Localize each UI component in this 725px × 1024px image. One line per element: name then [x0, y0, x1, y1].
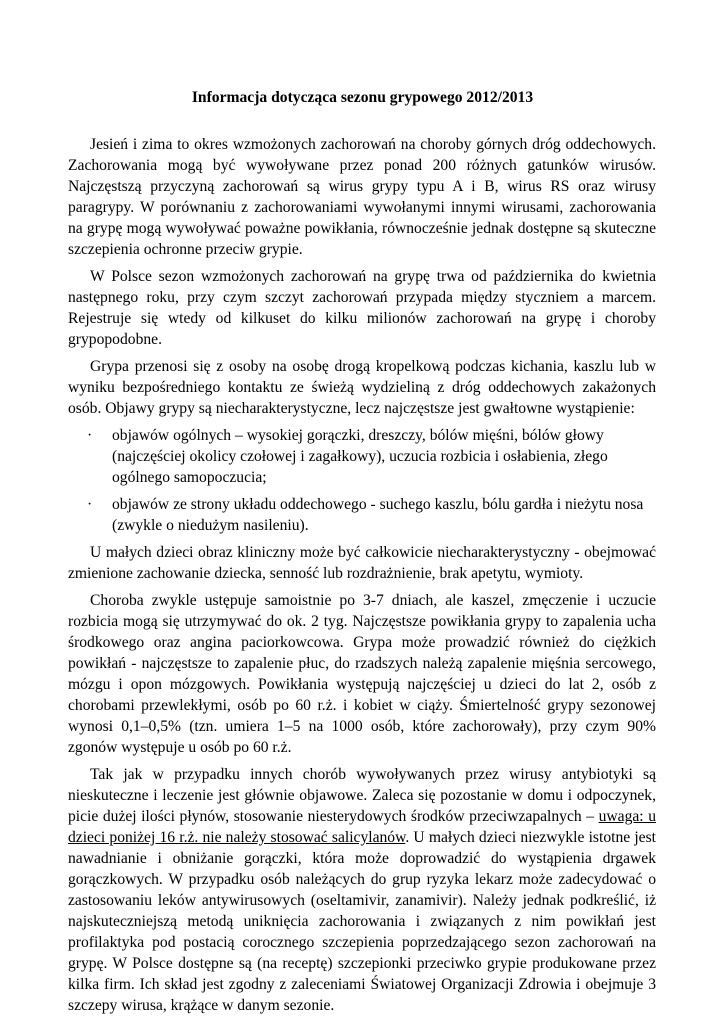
paragraph-intro: Jesień i zima to okres wzmożonych zachorowań na choroby górnych dróg oddechowych. Zachorowania mogą być wywoływane przez ponad 200 różnych gatunków wirusów. Najczęstszą przyczyną zachorowań są wirus grypy typu A i B, wirus RS oraz wirusy paragrypy. W porównaniu z zachorowaniami wywołanymi innymi wirusami, zachorowania na grypę mogą wywoływać poważne powikłania, równocześnie jednak dostępne są skuteczne szczepienia ochronne przeciw grypie.	[68, 136, 656, 258]
list-item	[68, 425, 656, 488]
treatment-text-end: . U małych dzieci niezwykle istotne jest nawadnianie i obniżanie gorączki, która może doprowadzić do wystąpienia drgawek gorączkowych. W przypadku osób należących do grup ryzyka lekarz może zadecydować o zastosowaniu leków antywirusowych (oseltamivir, zanamivir). Należy jednak podkreślić, iż najskuteczniejszą metodą uniknięcia zachorowania i związanych z nim powikłań jest profilaktyka pod postacią corocznego szczepienia poprzedzającego sezon zachorowań na grypę. W Polsce dostępne są (na receptę) szczepionki przeciwko grypie produkowane przez kilka firm. Ich skład jest zgodny z zaleceniami Światowej Organizacji Zdrowia i obejmuje 3 szczepy wirusa, krążące w danym sezonie.	[68, 829, 656, 1014]
bullet-marker: ·	[87, 427, 93, 444]
paragraph-children: U małych dzieci obraz kliniczny może być całkowicie niecharakterystyczny - obejmować zmienione zachowanie dziecka, senność lub rozdrażnienie, brak apetytu, wymioty.	[68, 544, 656, 582]
list-item-text: objawów ogólnych – wysokiej gorączki, dreszczy, bólów mięśni, bólów głowy (najczęściej okolicy czołowej i zagałkowy), uczucia rozbicia i osłabienia, złego ogólnego samopoczucia;	[112, 427, 608, 486]
paragraph-treatment	[68, 764, 656, 1016]
treatment-text-start: Tak jak w przypadku innych chorób wywoływanych przez wirusy antybiotyki są nieskuteczne i leczenie jest głównie objawowe. Zaleca się pozostanie w domu i odpoczynek, picie dużej ilości płynów, stosowanie niesterydowych środków przeciwzapalnych –	[68, 766, 656, 825]
paragraph-season: W Polsce sezon wzmożonych zachorowań na grypę trwa od października do kwietnia następnego roku, przy czym szczyt zachorowań przypada między styczniem a marcem. Rejestruje się wtedy od kilkuset do kilku milionów zachorowań na grypę i choroby grypopodobne.	[68, 268, 656, 348]
salicylate-warning: uwaga: u dzieci poniżej 16 r.ż. nie należy stosować salicylanów	[68, 808, 656, 846]
document-title: Informacja dotycząca sezonu grypowego 2012/2013	[191, 89, 534, 106]
bullet-marker: ·	[87, 496, 93, 513]
list-item-text: objawów ze strony układu oddechowego - suchego kaszlu, bólu gardła i nieżytu nosa (zwykle o niedużym nasileniu).	[112, 496, 644, 534]
document-body	[68, 134, 656, 1022]
symptoms-list	[68, 425, 656, 536]
list-item	[68, 494, 656, 536]
paragraph-transmission: Grypa przenosi się z osoby na osobę drogą kropelkową podczas kichania, kaszlu lub w wyniku bezpośredniego kontaktu ze świeżą wydzieliną z dróg oddechowych zakażonych osób. Objawy grypy są niecharakterystyczne, lecz najczęstsze jest gwałtowne wystąpienie:	[68, 358, 656, 417]
paragraph-course: Choroba zwykle ustępuje samoistnie po 3-7 dniach, ale kaszel, zmęczenie i uczucie rozbicia mogą się utrzymywać do ok. 2 tyg. Najczęstsze powikłania grypy to zapalenia ucha środkowego oraz angina paciorkowcowa. Grypa może prowadzić również do ciężkich powikłań - najczęstsze to zapalenie płuc, do rzadszych należą zapalenie mięśnia sercowego, mózgu i opon mózgowych. Powikłania występują najczęściej u dzieci do lat 2, osób z chorobami przewlekłymi, osób po 60 r.ż. i kobiet w ciąży. Śmiertelność grypy sezonowej wynosi 0,1–0,5% (tzn. umiera 1–5 na 1000 osób, które zachorowały), przy czym 90% zgonów występuje u osób po 60 r.ż.	[68, 592, 656, 756]
